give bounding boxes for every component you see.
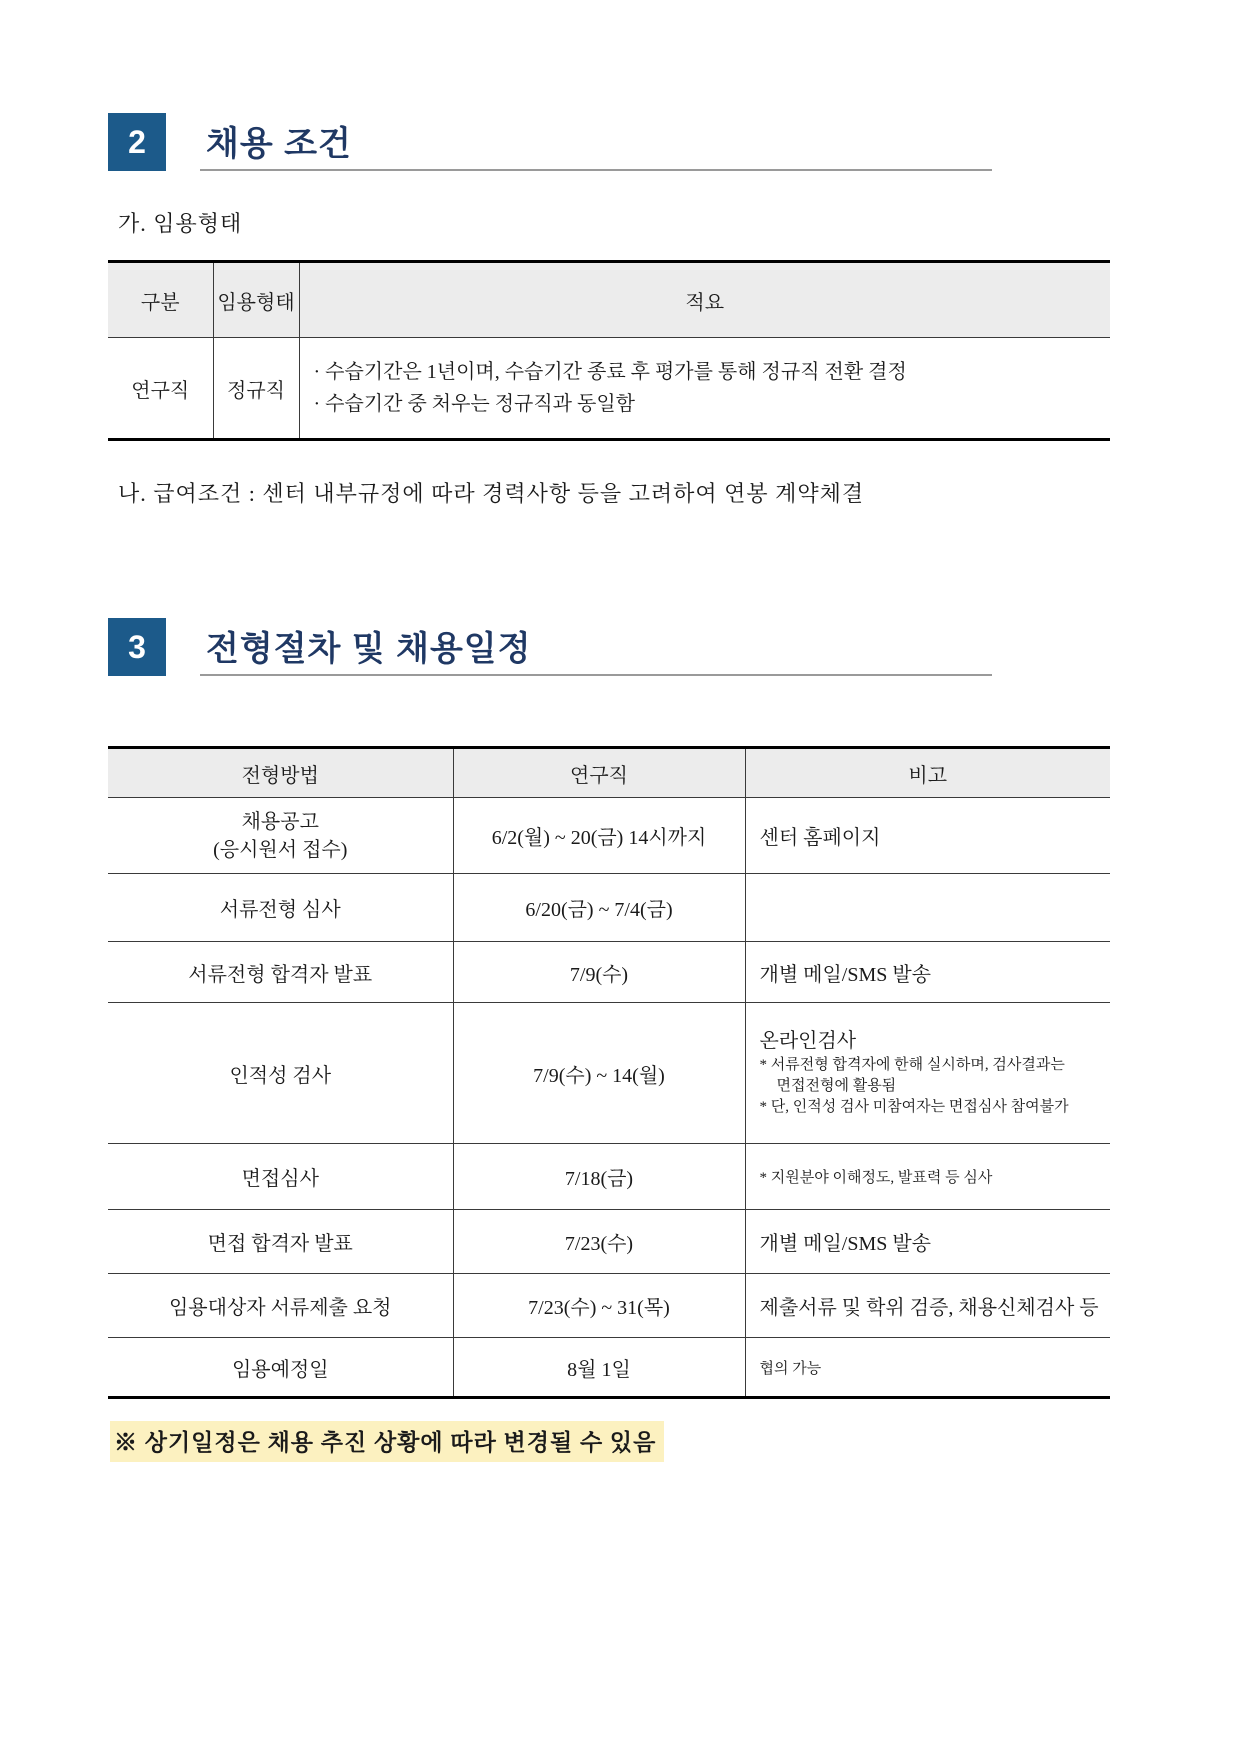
cell-period: 7/9(수) (453, 942, 745, 1003)
remark-subline: * 서류전형 합격자에 한해 실시하며, 검사결과는 (759, 1057, 1065, 1073)
table-row-interview (108, 1144, 1110, 1210)
cell-method: 면접 합격자 발표 (108, 1210, 453, 1274)
cell-summary (299, 338, 1110, 440)
cell-method (108, 798, 453, 874)
document-page (108, 0, 1110, 1462)
table-header-row (108, 262, 1110, 338)
summary-line: · 수습기간 중 처우는 정규직과 동일함 (313, 393, 635, 415)
schedule-footnote: ※ 상기일정은 채용 추진 상황에 따라 변경될 수 있음 (110, 1421, 664, 1462)
cell-remark: 개별 메일/SMS 발송 (745, 1210, 1110, 1274)
section-title: 전형절차 및 채용일정 (206, 630, 532, 668)
cell-remark: * 지원분야 이해정도, 발표력 등 심사 (745, 1144, 1110, 1210)
cell-remark: 개별 메일/SMS 발송 (745, 942, 1110, 1003)
header-cell-remarks: 비고 (745, 748, 1110, 798)
section-header-3 (108, 618, 992, 676)
remark-line: 온라인검사 (759, 1030, 857, 1052)
section-number-badge: 3 (108, 618, 166, 676)
cell-method: 임용대상자 서류제출 요청 (108, 1274, 453, 1338)
section-underline (200, 674, 992, 676)
section-title: 채용 조건 (206, 125, 352, 163)
subsection-heading-na: 나. 급여조건 : 센터 내부규정에 따라 경력사항 등을 고려하여 연봉 계약체결 (118, 481, 865, 506)
cell-period: 7/23(수) ~ 31(목) (453, 1274, 745, 1338)
cell-period: 6/20(금) ~ 7/4(금) (453, 874, 745, 942)
remark-subline: 면접전형에 활용됨 (776, 1078, 897, 1094)
section-underline (200, 169, 992, 171)
cell-remark: 제출서류 및 학위 검증, 채용신체검사 등 (745, 1274, 1110, 1338)
method-line: 채용공고 (241, 810, 319, 833)
cell-method: 서류전형 합격자 발표 (108, 942, 453, 1003)
table-header-row (108, 748, 1110, 798)
header-cell-summary: 적요 (299, 262, 1110, 338)
header-cell-position: 연구직 (453, 748, 745, 798)
summary-line: · 수습기간은 1년이며, 수습기간 종료 후 평가를 통해 정규직 전환 결정 (313, 361, 907, 383)
cell-method: 서류전형 심사 (108, 874, 453, 942)
cell-method: 인적성 검사 (108, 1003, 453, 1144)
table-row-doc-screening (108, 874, 1110, 942)
subsection-heading-ga: 가. 임용형태 (118, 211, 243, 236)
cell-period: 7/9(수) ~ 14(월) (453, 1003, 745, 1144)
employment-type-table (108, 260, 1110, 441)
cell-period: 7/23(수) (453, 1210, 745, 1274)
cell-method: 면접심사 (108, 1144, 453, 1210)
table-row-aptitude-test (108, 1003, 1110, 1144)
cell-remark (745, 1003, 1110, 1144)
table-row-announcement (108, 798, 1110, 874)
schedule-table (108, 746, 1110, 1399)
cell-remark: 협의 가능 (745, 1338, 1110, 1398)
section-header-2 (108, 113, 992, 171)
header-cell-method: 전형방법 (108, 748, 453, 798)
cell-period: 8월 1일 (453, 1338, 745, 1398)
cell-period: 6/2(월) ~ 20(금) 14시까지 (453, 798, 745, 874)
table-row-appointment-date (108, 1338, 1110, 1398)
table-row (108, 338, 1110, 440)
section-number-badge: 2 (108, 113, 166, 171)
table-row-doc-submission (108, 1274, 1110, 1338)
cell-remark (745, 874, 1110, 942)
table-row-doc-result (108, 942, 1110, 1003)
header-cell-category: 구분 (108, 262, 213, 338)
method-line: (응시원서 접수) (213, 838, 348, 861)
remark-subline: * 단, 인적성 검사 미참여자는 면접심사 참여불가 (759, 1099, 1069, 1115)
cell-period: 7/18(금) (453, 1144, 745, 1210)
cell-category: 연구직 (131, 379, 190, 402)
cell-remark: 센터 홈페이지 (745, 798, 1110, 874)
cell-type: 정규직 (213, 338, 299, 440)
header-cell-type: 임용형태 (213, 262, 299, 338)
cell-method: 임용예정일 (231, 1358, 329, 1381)
table-row-interview-result (108, 1210, 1110, 1274)
